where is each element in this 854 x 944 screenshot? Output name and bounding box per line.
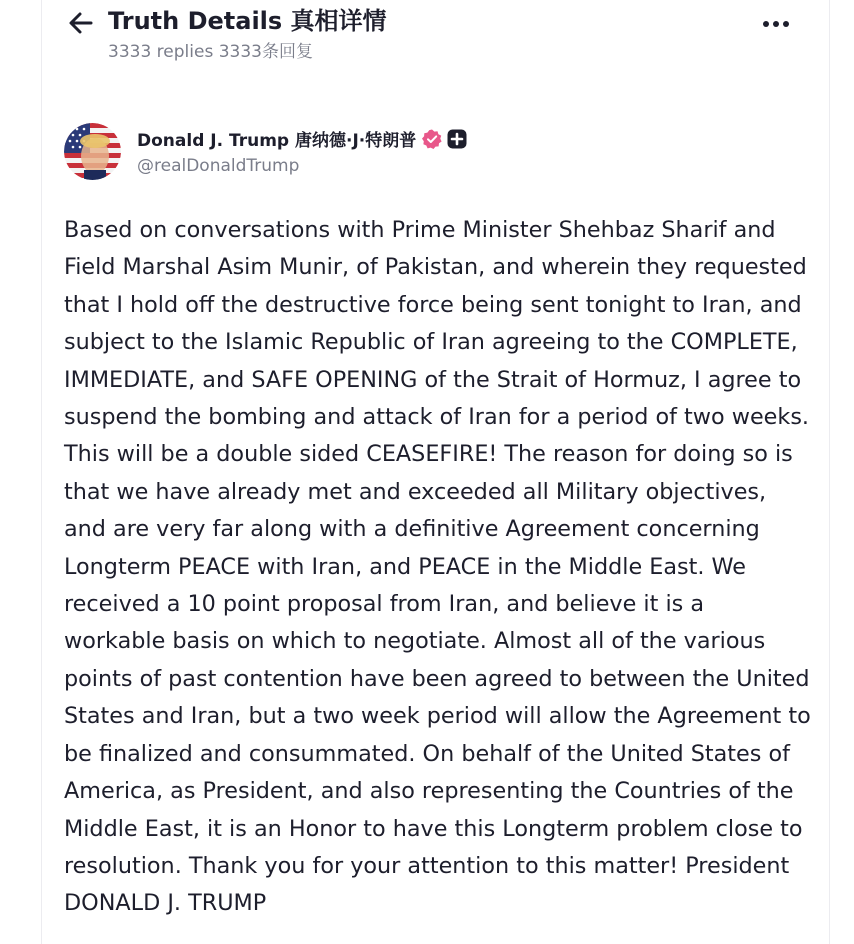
- more-horizontal-icon: [761, 12, 791, 36]
- plus-badge-icon: [447, 129, 467, 149]
- title-block: [108, 5, 387, 65]
- post-detail-panel: [41, 0, 830, 944]
- page-header: [42, 0, 829, 80]
- avatar[interactable]: [64, 123, 121, 180]
- verified-badge-icon: [421, 128, 443, 150]
- arrow-left-icon: [66, 8, 96, 38]
- reply-count: 3333 replies 3333条回复: [108, 42, 313, 62]
- author-handle[interactable]: @realDonaldTrump: [137, 156, 300, 176]
- author-name-row: [137, 126, 467, 151]
- post-text: Based on conversations with Prime Minister Shehbaz Sharif and Field Marshal Asim Munir, of Pakistan, and wherein they requested that I hold off the destructive force being sent tonight to Iran, and subject to the Islamic Republic of Iran agreeing to the COMPLETE, IMMEDIATE, and SAFE OPENING of the Strait of Hormuz, I agree to suspend the bombing and attack of Iran for a period of two weeks. This will be a double sided CEASEFIRE! The reason for doing so is that we have already met and exceeded all Military objectives, and are very far along with a definitive Agreement concerning Longterm PEACE with Iran, and PEACE in the Middle East. We received a 10 point proposal from Iran, and believe it is a workable basis on which to negotiate. Almost all of the various points of past contention have been agreed to between the United States and Iran, but a two week period will allow the Agreement to be finalized and consummated. On behalf of the United States of America, as President, and also representing the Countries of the Middle East, it is an Honor to have this Longterm problem close to resolution. Thank you for your attention to this matter! President DONALD J. TRUMP: [64, 217, 818, 917]
- more-options-button[interactable]: [761, 12, 791, 36]
- page-title: Truth Details 真相详情: [108, 7, 387, 35]
- avatar-image: [64, 123, 121, 180]
- back-button[interactable]: [66, 8, 96, 38]
- author-name[interactable]: Donald J. Trump 唐纳德·J·特朗普: [137, 131, 417, 151]
- author-row: [64, 123, 784, 183]
